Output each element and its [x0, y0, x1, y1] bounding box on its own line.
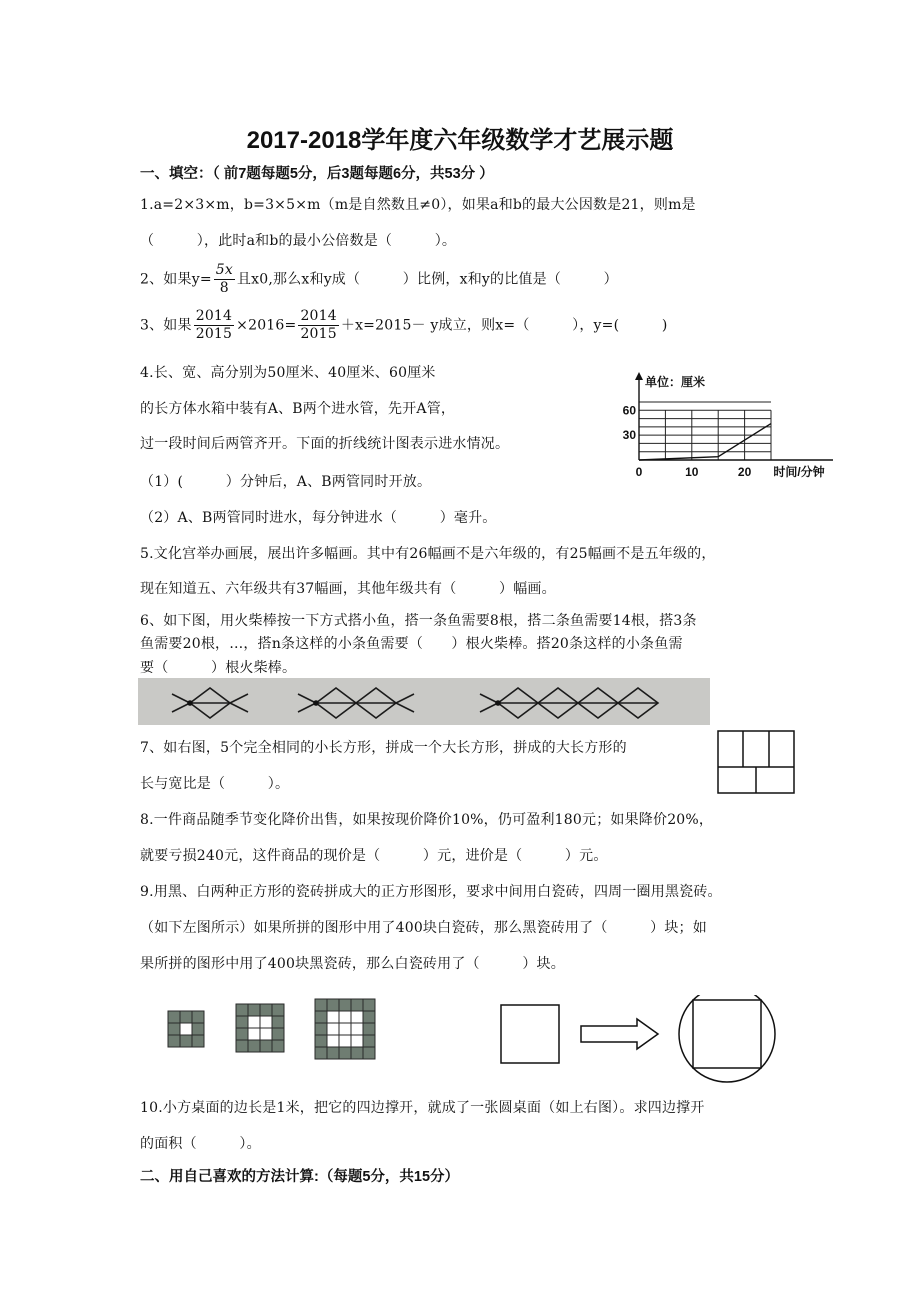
black-tile [327, 999, 339, 1011]
white-tile [351, 1011, 363, 1023]
arrow-right-icon [581, 1019, 658, 1049]
white-tile [339, 1023, 351, 1035]
white-tile [351, 1023, 363, 1035]
q6-line1: 6、如下图，用火柴棒按一下方式搭小鱼，搭一条鱼需要8根，搭二条鱼需要14根，搭3条 [140, 613, 697, 629]
matchstick-fish-figure [138, 678, 710, 725]
q6-line2: 鱼需要20根，…，搭n条这样的小条鱼需要（ ）根火柴棒。搭20条这样的小条鱼需 [140, 636, 683, 652]
page-title: 2017-2018学年度六年级数学才艺展示题 [246, 127, 674, 154]
white-tile [248, 1016, 260, 1028]
q3-mid: ×2016= [236, 317, 297, 334]
black-tile [236, 1040, 248, 1052]
q9-line2: （如下左图所示）如果所拼的图形中用了400块白瓷砖，那么黑瓷砖用了（ ）块；如 [140, 920, 707, 936]
q9-line3: 果所拼的图形中用了400块黑瓷砖，那么白瓷砖用了（ ）块。 [140, 956, 565, 972]
black-tile [248, 1040, 260, 1052]
tiles-layer [168, 999, 375, 1059]
white-tile [260, 1028, 272, 1040]
q9-line1: 9.用黑、白两种正方形的瓷砖拼成大的正方形图形，要求中间用白瓷砖，四周一圈用黑瓷砖。 [140, 884, 722, 900]
chart-y-tick-label: 60 [622, 403, 636, 418]
black-tile [168, 1011, 180, 1023]
white-tile [327, 1023, 339, 1035]
black-tile [236, 1004, 248, 1016]
white-tile [260, 1016, 272, 1028]
q3-frac1-den: 2015 [195, 326, 233, 342]
q10-line2: 的面积（ ）。 [140, 1136, 261, 1152]
black-tile [260, 1040, 272, 1052]
q7-line2: 长与宽比是（ ）。 [140, 776, 290, 792]
rectangles-figure [717, 730, 795, 794]
black-tile [315, 999, 327, 1011]
black-tile [315, 1047, 327, 1059]
white-tile [339, 1011, 351, 1023]
white-tile [327, 1035, 339, 1047]
chart-y-tick-label: 30 [622, 428, 636, 443]
chart-layer [623, 372, 833, 479]
q4-line3: 过一段时间后两管齐开。下面的折线统计图表示进水情况。 [140, 436, 510, 452]
black-tile [315, 1023, 327, 1035]
q3-frac2-num: 2014 [300, 308, 337, 324]
q2-frac-den: 8 [219, 280, 229, 296]
black-tile [236, 1028, 248, 1040]
q3-prefix: 3、如果 [140, 317, 192, 334]
q2-fraction [214, 262, 235, 297]
black-tile [351, 1047, 363, 1059]
chart-y-axis-arrow-icon [635, 372, 643, 380]
figure-photo-background [138, 678, 710, 725]
chart-x-tick-label: 0 [635, 465, 643, 479]
white-tile [327, 1011, 339, 1023]
inscribed-square [693, 1000, 761, 1068]
black-tile [315, 1035, 327, 1047]
fish-3-eye [495, 700, 501, 706]
black-tile [339, 999, 351, 1011]
q10-line1: 10.小方桌面的边长是1米，把它的四边撑开，就成了一张圆桌面（如上右图）。求四边撑开 [140, 1100, 705, 1116]
q3-fraction-2 [298, 308, 338, 343]
black-tile [248, 1004, 260, 1016]
chart-y-axis-label: 单位：厘米 [645, 375, 706, 389]
black-tile [315, 1011, 327, 1023]
white-tile [339, 1035, 351, 1047]
q7-line1: 7、如右图，5个完全相同的小长方形，拼成一个大长方形，拼成的大长方形的 [140, 740, 627, 756]
black-tile [363, 1023, 375, 1035]
q1-line1: 1.a=2×3×m，b=3×5×m（m是自然数且≠0），如果a和b的最大公因数是21，则m是 [140, 197, 696, 213]
black-tile [236, 1016, 248, 1028]
square-table [501, 1005, 559, 1063]
fish-2-eye [313, 700, 319, 706]
white-tile [180, 1023, 192, 1035]
black-tile [180, 1011, 192, 1023]
black-tile [272, 1016, 284, 1028]
tile-patterns-figure [160, 995, 390, 1060]
black-tile [260, 1004, 272, 1016]
section-1-heading: 一、填空：（ 前7题每题5分，后3题每题6分，共53分 ） [140, 166, 494, 182]
q4-sub2: （2）A、B两管同时进水，每分钟进水（ ）毫升。 [140, 510, 497, 526]
q8-line1: 8.一件商品随季节变化降价出售，如果按现价降价10%，仍可盈利180元；如果降价20%， [140, 812, 714, 828]
q1-line2: （ ），此时a和b的最小公倍数是（ ）。 [140, 233, 457, 249]
white-tile [248, 1028, 260, 1040]
section-2-heading: 二、用自己喜欢的方法计算:（每题5分，共15分） [140, 1169, 460, 1185]
black-tile [363, 1011, 375, 1023]
black-tile [168, 1035, 180, 1047]
black-tile [363, 999, 375, 1011]
white-tile [351, 1035, 363, 1047]
q3-frac1-num: 2014 [195, 308, 233, 324]
fish-1-eye [187, 700, 193, 706]
q3-frac2-den: 2015 [300, 326, 337, 342]
q4-sub1: （1）( ）分钟后，A、B两管同时开放。 [140, 474, 432, 490]
q3-suffix: ＋x=2015－ y成立，则x=（ ），y=( ) [340, 317, 668, 334]
q3-fraction-1 [194, 308, 234, 343]
black-tile [180, 1035, 192, 1047]
chart-x-axis-label: 时间/分钟 [773, 465, 825, 479]
black-tile [339, 1047, 351, 1059]
chart-series-line [639, 424, 771, 460]
q2-prefix: 2、如果y= [140, 271, 212, 288]
black-tile [192, 1011, 204, 1023]
black-tile [192, 1035, 204, 1047]
q8-line2: 就要亏损240元，这件商品的现价是（ ）元，进价是（ ）元。 [140, 848, 608, 864]
black-tile [363, 1047, 375, 1059]
black-tile [327, 1047, 339, 1059]
chart-x-tick-label: 10 [685, 465, 699, 479]
q2-suffix: 且x0,那么x和y成（ ）比例，x和y的比值是（ ） [236, 271, 618, 288]
q6-line3: 要（ ）根火柴棒。 [140, 660, 297, 676]
q3-line [140, 308, 668, 343]
black-tile [272, 1028, 284, 1040]
black-tile [363, 1035, 375, 1047]
q5-line1: 5.文化宫举办画展，展出许多幅画。其中有26幅画不是六年级的，有25幅画不是五年级的， [140, 546, 716, 562]
black-tile [168, 1023, 180, 1035]
q2-frac-num: 5x [215, 262, 233, 278]
black-tile [192, 1023, 204, 1035]
chart-x-tick-label: 20 [737, 465, 752, 479]
q4-line1: 4.长、宽、高分别为50厘米、40厘米、60厘米 [140, 365, 436, 381]
black-tile [272, 1004, 284, 1016]
black-tile [272, 1040, 284, 1052]
q5-line2: 现在知道五、六年级共有37幅画，其他年级共有（ ）幅画。 [140, 581, 556, 597]
water-level-chart [615, 368, 840, 483]
q4-line2: 的长方体水箱中装有A、B两个进水管，先开A管， [140, 401, 456, 417]
table-expansion-figure [495, 995, 785, 1085]
black-tile [351, 999, 363, 1011]
q2-line [140, 262, 618, 297]
